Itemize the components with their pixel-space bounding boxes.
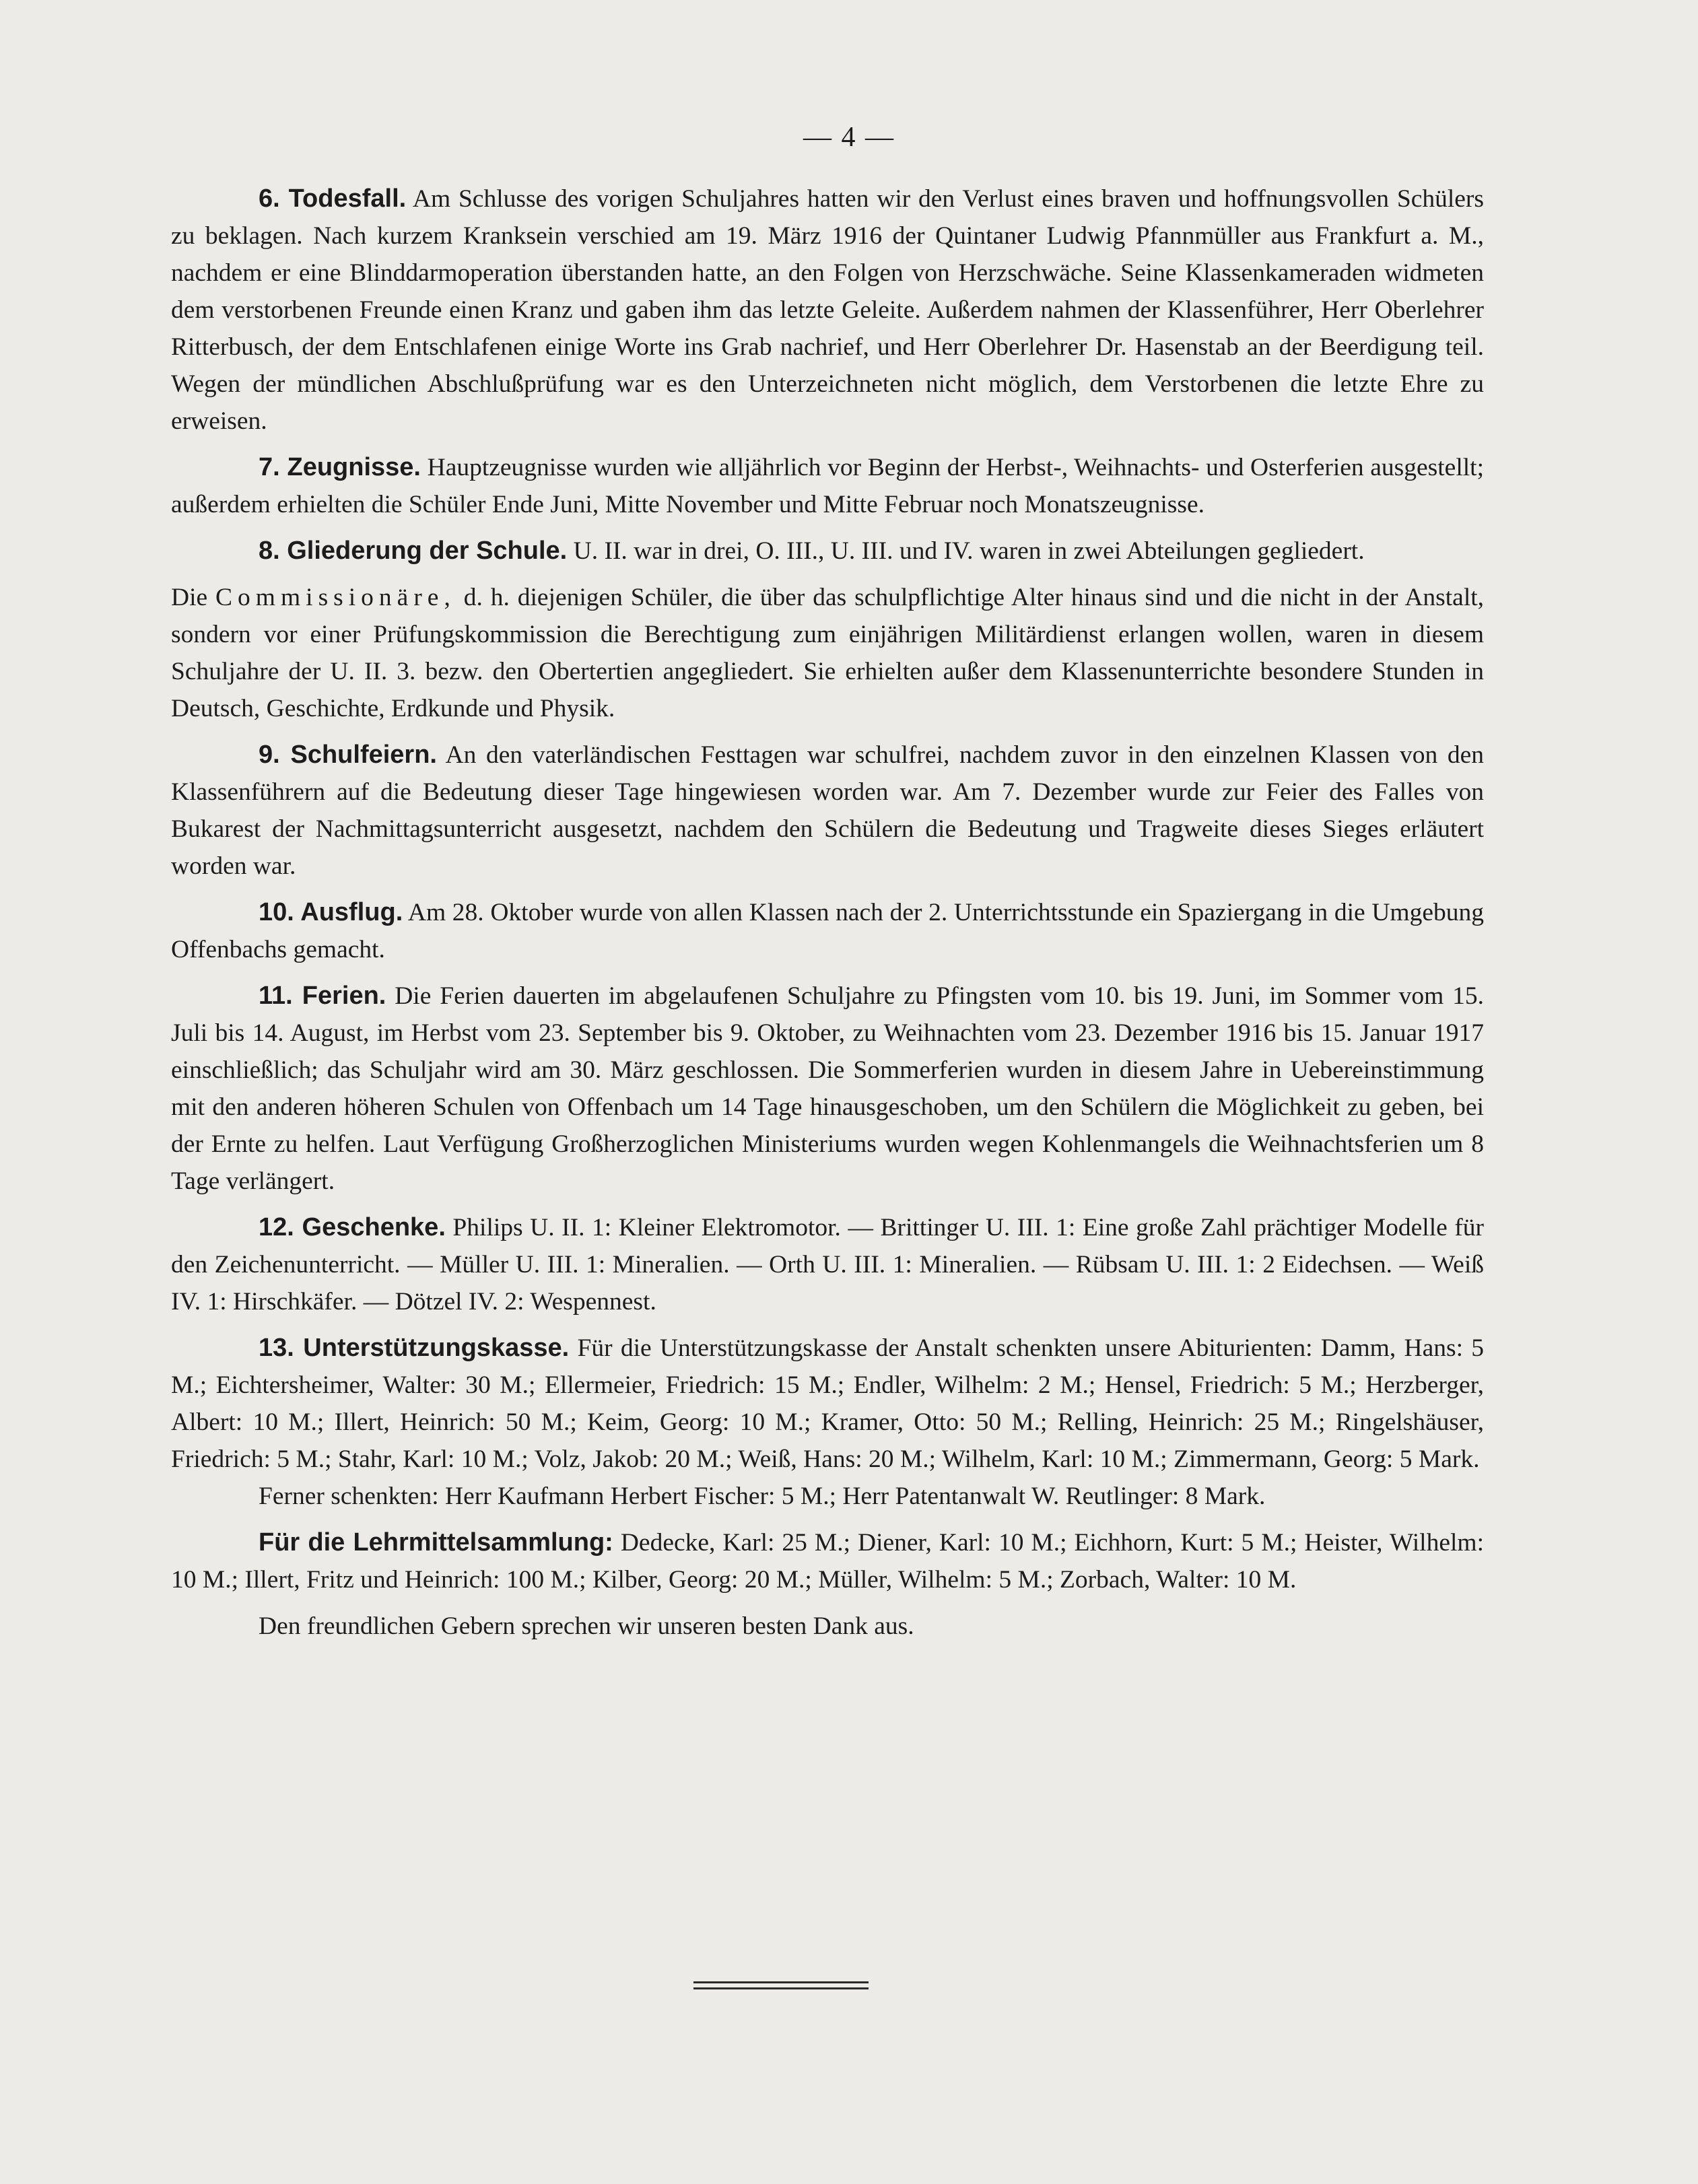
section-gliederung-paragraph-2: [171, 579, 1484, 727]
section-text: Am 28. Oktober wurde von allen Klassen nach der 2. Unterrichtsstunde ein Spaziergang in die Umgebung Offenbachs gemacht.: [171, 899, 1484, 963]
end-rule: [693, 1987, 869, 1989]
section-heading: 12. Geschenke.: [259, 1213, 446, 1241]
section-heading: Für die Lehrmittelsammlung:: [259, 1528, 613, 1557]
section-zeugnisse: [171, 449, 1484, 523]
section-lehrmittelsammlung: [171, 1524, 1484, 1598]
section-text: Philips U. II. 1: Kleiner Elektromotor. — Brittinger U. III. 1: Eine große Zahl prächtiger Modelle für den Zeichenunterricht. — Müller U. III. 1: Mineralien. — Orth U. III. 1: Mineralien. — Rübsam U. III. 1: 2 Eidechsen. — Weiß IV. 1: Hirschkäfer. — Dötzel IV. 2: Wespennest.: [171, 1214, 1485, 1316]
section-todesfall: [171, 180, 1484, 440]
end-rule: [693, 1981, 869, 1983]
paragraph-text: Ferner schenkten: Herr Kaufmann Herbert Fischer: 5 M.; Herr Patentanwalt W. Reutlinger: 8 Mark.: [259, 1482, 1266, 1510]
section-text: Die Ferien dauerten im abgelaufenen Schuljahre zu Pfingsten vom 10. bis 19. Juni, im Sommer vom 15. Juli bis 14. August, im Herbst vom 23. September bis 9. Oktober, zu Weihnachten vom 23. Dezember 1916 bis 15. Januar 1917 einschließlich; das Schuljahr wird am 30. März geschlossen. Die Sommerferien wurden in diesem Jahre in Uebereinstimmung mit den anderen höheren Schulen von Offenbach um 14 Tage hinausgeschoben, um den Schülern die Möglichkeit zu geben, bei der Ernte zu helfen. Laut Verfügung Großherzoglichen Ministeriums wurden wegen Kohlenmangels die Weihnachtsferien um 8 Tage verlängert.: [171, 982, 1485, 1195]
section-heading: 8. Gliederung der Schule.: [259, 537, 568, 565]
paragraph-prefix: Die: [171, 584, 208, 611]
section-geschenke: [171, 1209, 1484, 1320]
section-heading: 7. Zeugnisse.: [259, 453, 421, 481]
spaced-term: Commissionäre,: [215, 584, 456, 611]
section-heading: 10. Ausflug.: [259, 898, 403, 926]
section-heading: 6. Todesfall.: [259, 184, 407, 213]
section-unterstuetzungskasse: [171, 1330, 1484, 1478]
section-heading: 13. Unterstützungskasse.: [259, 1334, 570, 1362]
section-heading: 9. Schulfeiern.: [259, 741, 437, 769]
section-text: Dedecke, Karl: 25 M.; Diener, Karl: 10 M.; Eichhorn, Kurt: 5 M.; Heister, Wilhelm: 10 M.; Illert, Fritz und Heinrich: 100 M.; Kilber, Georg: 20 M.; Müller, Wilhelm: 5 M.; Zorbach, Walter: 10 M.: [171, 1529, 1484, 1594]
section-text: U. II. war in drei, O. III., U. III. und IV. waren in zwei Abteilungen gegliedert.: [573, 537, 1365, 565]
closing-text: Den freundlichen Gebern sprechen wir unseren besten Dank aus.: [259, 1612, 914, 1640]
section-heading: 11. Ferien.: [259, 982, 386, 1010]
section-ausflug: [171, 894, 1484, 968]
section-text: An den vaterländischen Festtagen war schulfrei, nachdem zuvor in den einzelnen Klassen von den Klassenführern auf die Bedeutung dieser Tage hingewiesen worden war. Am 7. Dezember wurde zur Feier des Falles von Bukarest der Nachmittagsunterricht ausgesetzt, nachdem den Schülern die Bedeutung und Tragweite dieses Sieges erläutert worden war.: [171, 741, 1485, 880]
paragraph-text: d. h. diejenigen Schüler, die über das schulpflichtige Alter hinaus sind und die nicht in der Anstalt, sondern vor einer Prüfungskommission die Berechtigung zum einjährigen Militärdienst erlangen wollen, waren in diesem Schuljahre der U. II. 3. bezw. den Obertertien angegliedert. Sie erhielten außer dem Klassenunterrichte besondere Stunden in Deutsch, Geschichte, Erdkunde und Physik.: [171, 584, 1485, 722]
section-text: Hauptzeugnisse wurden wie alljährlich vor Beginn der Herbst-, Weihnachts- und Osterferien ausgestellt; außerdem erhielten die Schüler Ende Juni, Mitte November und Mitte Februar noch Monatszeugnisse.: [171, 454, 1484, 518]
section-text: Für die Unterstützungskasse der Anstalt schenkten unsere Abiturienten: Damm, Hans: 5 M.; Eichtersheimer, Walter: 30 M.; Ellermeier, Friedrich: 15 M.; Endler, Wilhelm: 2 M.; Hensel, Friedrich: 5 M.; Herzberger, Albert: 10 M.; Illert, Heinrich: 50 M.; Keim, Georg: 10 M.; Kramer, Otto: 50 M.; Relling, Heinrich: 25 M.; Ringelshäuser, Friedrich: 5 M.; Stahr, Karl: 10 M.; Volz, Jakob: 20 M.; Weiß, Hans: 20 M.; Wilhelm, Karl: 10 M.; Zimmermann, Georg: 5 Mark.: [171, 1334, 1485, 1473]
closing-line: [171, 1608, 1484, 1645]
section-text: Am Schlusse des vorigen Schuljahres hatten wir den Verlust eines braven und hoffnungsvollen Schülers zu beklagen. Nach kurzem Kranksein verschied am 19. März 1916 der Quintaner Ludwig Pfannmüller aus Frankfurt a. M., nachdem er eine Blinddarmoperation überstanden hatte, an den Folgen von Herzschwäche. Seine Klassenkameraden widmeten dem verstorbenen Freunde einen Kranz und gaben ihm das letzte Geleite. Außerdem nahmen der Klassenführer, Herr Oberlehrer Ritterbusch, der dem Entschlafenen einige Worte ins Grab nachrief, und Herr Oberlehrer Dr. Hasenstab an der Beerdigung teil. Wegen der mündlichen Abschlußprüfung war es den Unterzeichneten nicht möglich, dem Verstorbenen die letzte Ehre zu erweisen.: [171, 185, 1484, 435]
section-ferien: [171, 978, 1484, 1200]
section-gliederung: [171, 533, 1484, 570]
section-unterstuetzungskasse-paragraph-2: [171, 1478, 1484, 1515]
section-schulfeiern: [171, 737, 1484, 885]
page-body: [171, 180, 1484, 1645]
page-number: — 4 —: [803, 122, 895, 153]
